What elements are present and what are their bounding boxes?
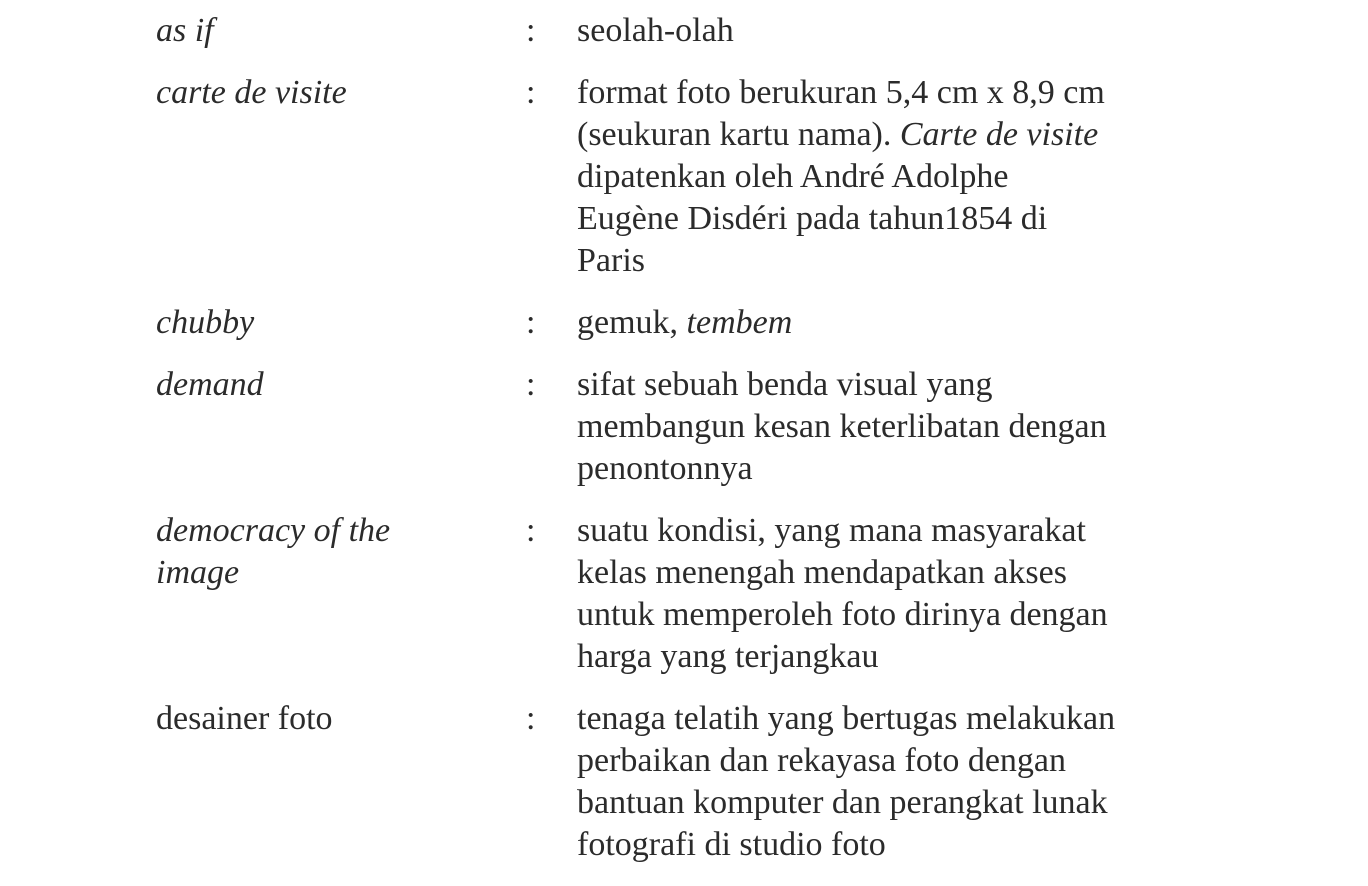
term-separator: : <box>526 74 536 111</box>
definition-line <box>577 198 1167 240</box>
definition-text: tenaga telatih yang bertugas melakukan <box>577 700 1116 737</box>
term-line: democracy of the <box>156 512 391 549</box>
definition-text: fotografi di studio foto <box>577 826 886 863</box>
definition-line <box>577 782 1167 824</box>
definition-line <box>577 240 1167 282</box>
glossary-term: as if <box>156 12 214 49</box>
definition-text: dipatenkan oleh André Adolphe <box>577 158 1009 195</box>
definition-text: seolah-olah <box>577 12 734 49</box>
definition-text: sifat sebuah benda visual yang <box>577 366 993 403</box>
term-line: image <box>156 554 240 591</box>
definition-line <box>577 740 1167 782</box>
definition-text: format foto berukuran 5,4 cm x 8,9 cm <box>577 74 1105 111</box>
definition-text: suatu kondisi, yang mana masyarakat <box>577 512 1086 549</box>
glossary-entry <box>156 10 1216 52</box>
definition-text: perbaikan dan rekayasa foto dengan <box>577 742 1066 779</box>
definition-line <box>577 156 1167 198</box>
definition-text: bantuan komputer dan perangkat lunak <box>577 784 1108 821</box>
term-separator: : <box>526 700 536 737</box>
term-separator: : <box>526 512 536 549</box>
definition-text: gemuk, <box>577 304 687 341</box>
glossary-term: demand <box>156 366 264 403</box>
definition-line <box>577 302 1167 344</box>
definition-line <box>577 698 1167 740</box>
term-separator: : <box>526 304 536 341</box>
glossary-definition <box>577 364 1167 490</box>
glossary-definition <box>577 698 1167 866</box>
definition-line <box>577 824 1167 866</box>
definition-text: kelas menengah mendapatkan akses <box>577 554 1067 591</box>
definition-text: membangun kesan keterlibatan dengan <box>577 408 1107 445</box>
term-separator: : <box>526 12 536 49</box>
definition-text: Eugène Disdéri pada tahun1854 di <box>577 200 1048 237</box>
glossary-term <box>156 510 526 594</box>
definition-line <box>577 72 1167 114</box>
definition-emphasis: tembem <box>686 304 793 341</box>
glossary-definition <box>577 510 1167 678</box>
definition-text: harga yang terjangkau <box>577 638 879 675</box>
definition-text: untuk memperoleh foto dirinya dengan <box>577 596 1108 633</box>
glossary-entry <box>156 698 1216 866</box>
glossary-term: chubby <box>156 304 255 341</box>
glossary-list <box>156 10 1216 886</box>
definition-text: Paris <box>577 242 645 279</box>
definition-emphasis: Carte de visite <box>899 116 1099 153</box>
glossary-definition <box>577 72 1167 282</box>
definition-line <box>577 636 1167 678</box>
glossary-entry <box>156 302 1216 344</box>
definition-line <box>577 510 1167 552</box>
glossary-definition <box>577 302 1167 344</box>
definition-text: penontonnya <box>577 450 753 487</box>
glossary-entry <box>156 72 1216 282</box>
definition-line <box>577 10 1167 52</box>
glossary-entry <box>156 364 1216 490</box>
definition-line <box>577 594 1167 636</box>
glossary-entry <box>156 510 1216 678</box>
definition-line <box>577 114 1167 156</box>
definition-line <box>577 406 1167 448</box>
glossary-term: carte de visite <box>156 74 347 111</box>
definition-line <box>577 448 1167 490</box>
definition-line <box>577 552 1167 594</box>
term-separator: : <box>526 366 536 403</box>
definition-text: (seukuran kartu nama). <box>577 116 900 153</box>
glossary-definition <box>577 10 1167 52</box>
glossary-term: desainer foto <box>156 700 333 737</box>
definition-line <box>577 364 1167 406</box>
